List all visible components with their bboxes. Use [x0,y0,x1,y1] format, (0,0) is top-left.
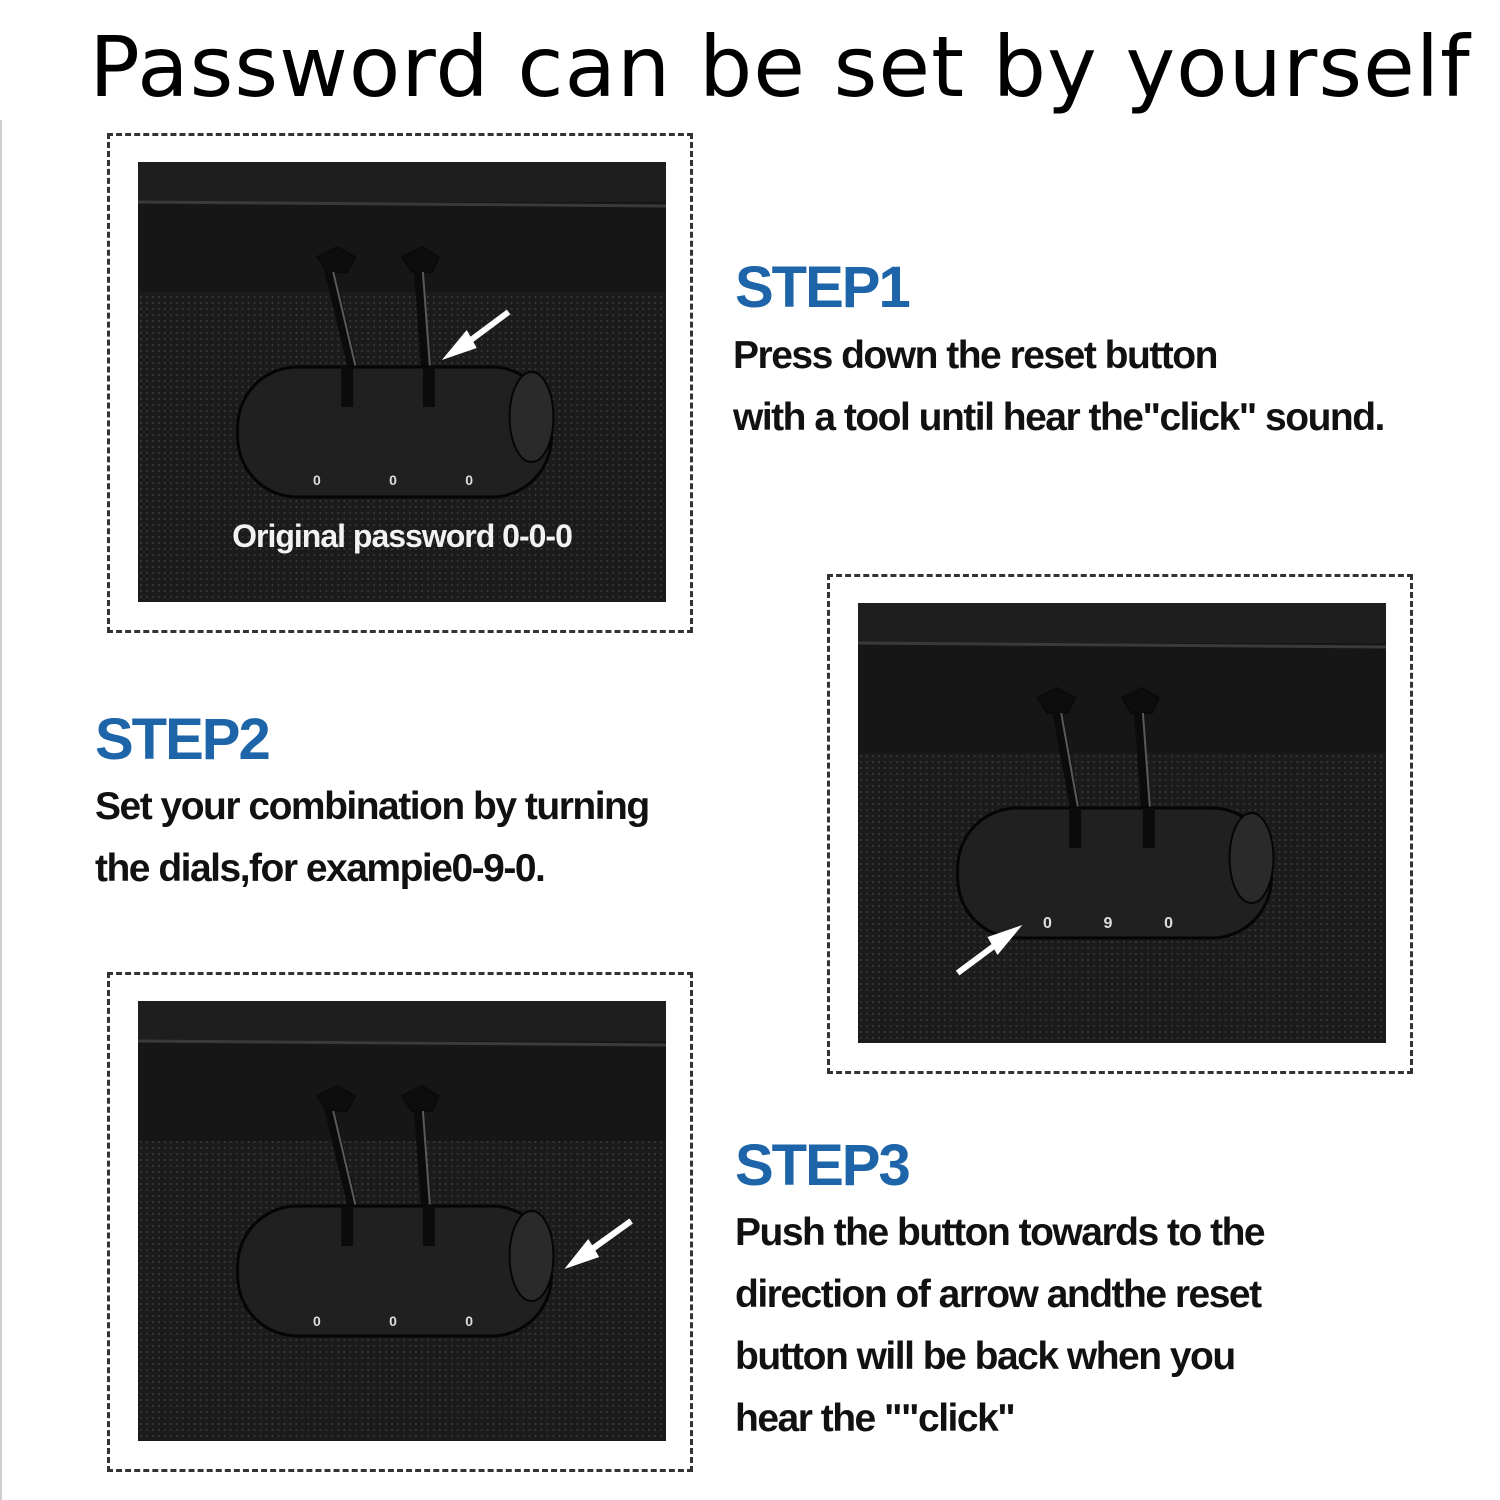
lock-photo-step3 [138,1001,666,1441]
photo-frame-step3 [107,972,693,1472]
photo-caption-original-password: Original password 0-0-0 [232,518,572,554]
dial-2: 9 [1103,915,1113,932]
luggage-lock-illustration [858,603,1386,1043]
step3-heading: STEP3 [735,1133,909,1198]
step2-line-1: Set your combination by turning [95,785,649,828]
step1-line-2: with a tool until hear the"click" sound. [733,396,1384,439]
dial-2: 0 [389,1313,397,1329]
step3-line-3: button will be back when you [735,1335,1235,1378]
dial-3: 0 [465,1313,473,1329]
lock-photo-step1 [138,162,666,602]
step3-line-1: Push the button towards to the [735,1211,1265,1254]
dial-2: 0 [389,472,397,488]
dial-1: 0 [313,472,321,488]
step3-line-2: direction of arrow andthe reset [735,1273,1261,1316]
photo-frame-step1 [107,133,693,633]
left-edge-rule [0,120,2,1500]
step2-line-2: the dials,for exampie0-9-0. [95,847,545,890]
lock-photo-step2 [858,603,1386,1043]
page-title: Password can be set by yourself [89,18,1471,116]
step2-heading: STEP2 [95,707,269,772]
dial-3: 0 [1164,915,1173,932]
dial-3: 0 [465,472,473,488]
step1-heading: STEP1 [735,255,909,320]
step1-text [733,325,1384,449]
dial-1: 0 [1043,915,1052,932]
step3-text [735,1202,1264,1450]
step3-line-4: hear the ""click" [735,1397,1015,1440]
dial-1: 0 [313,1313,321,1329]
step1-line-1: Press down the reset button [733,334,1217,377]
photo-frame-step2 [827,574,1413,1074]
luggage-lock-illustration [138,1001,666,1441]
step2-text [95,776,649,900]
